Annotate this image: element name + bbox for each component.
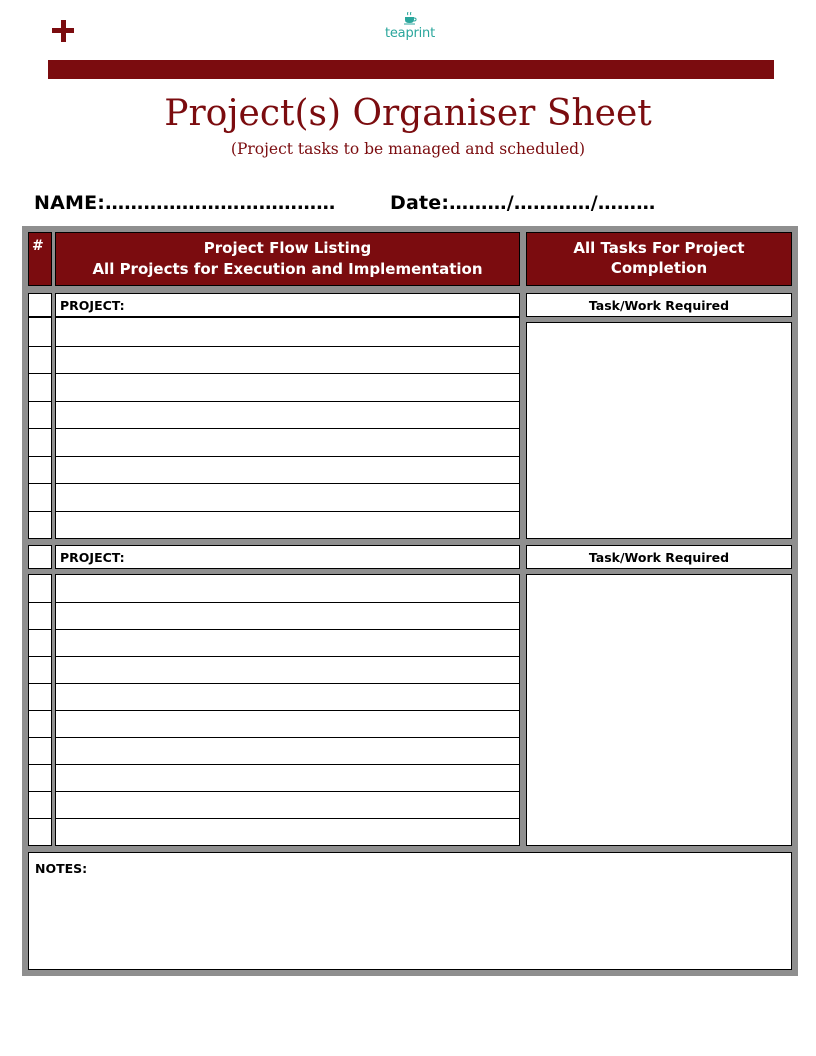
row-divider bbox=[56, 483, 519, 484]
row-divider bbox=[29, 710, 51, 711]
section-2-task-area[interactable] bbox=[526, 574, 792, 846]
teacup-icon bbox=[403, 12, 417, 25]
row-divider bbox=[56, 710, 519, 711]
row-divider bbox=[56, 373, 519, 374]
plus-icon-bar-v bbox=[61, 20, 66, 42]
name-field[interactable]: NAME:……………………………… bbox=[34, 192, 336, 214]
row-divider bbox=[56, 428, 519, 429]
row-divider bbox=[29, 346, 51, 347]
row-divider bbox=[56, 818, 519, 819]
header-flow-line2: All Projects for Execution and Implementation bbox=[92, 260, 483, 278]
row-divider bbox=[56, 401, 519, 402]
section-1-number-column[interactable] bbox=[28, 317, 52, 539]
header-flow-cell bbox=[55, 232, 520, 286]
row-divider bbox=[29, 737, 51, 738]
notes-box[interactable] bbox=[28, 852, 792, 970]
row-divider bbox=[29, 428, 51, 429]
row-divider bbox=[56, 791, 519, 792]
row-divider bbox=[56, 737, 519, 738]
notes-label: NOTES: bbox=[35, 861, 88, 876]
section-2-project-label: PROJECT: bbox=[60, 550, 125, 565]
page-title: Project(s) Organiser Sheet bbox=[164, 93, 652, 134]
section-1-task-area[interactable] bbox=[526, 322, 792, 539]
row-divider bbox=[29, 511, 51, 512]
plus-icon bbox=[50, 18, 76, 44]
row-divider bbox=[56, 456, 519, 457]
row-divider bbox=[29, 818, 51, 819]
section-2-number-column[interactable] bbox=[28, 574, 52, 846]
section-2-project-cell[interactable] bbox=[55, 545, 520, 569]
header-tasks-cell bbox=[526, 232, 792, 286]
row-divider bbox=[29, 764, 51, 765]
header-band bbox=[48, 60, 774, 79]
row-divider bbox=[29, 483, 51, 484]
header-hash-cell bbox=[28, 232, 52, 286]
row-divider bbox=[29, 629, 51, 630]
row-divider bbox=[56, 629, 519, 630]
row-divider bbox=[29, 791, 51, 792]
section-1-rows[interactable] bbox=[55, 317, 520, 539]
section-1-task-label-cell bbox=[526, 293, 792, 317]
row-divider bbox=[29, 602, 51, 603]
row-divider bbox=[29, 373, 51, 374]
section-1-task-label: Task/Work Required bbox=[588, 298, 730, 313]
section-2-task-label-cell bbox=[526, 545, 792, 569]
row-divider bbox=[29, 656, 51, 657]
section-2-hash-label-cell bbox=[28, 545, 52, 569]
row-divider bbox=[29, 401, 51, 402]
organiser-table bbox=[22, 226, 798, 976]
row-divider bbox=[29, 683, 51, 684]
section-2-rows[interactable] bbox=[55, 574, 520, 846]
row-divider bbox=[56, 602, 519, 603]
row-divider bbox=[29, 456, 51, 457]
date-field[interactable]: Date:………/…………/……… bbox=[390, 192, 656, 214]
section-1-project-cell[interactable] bbox=[55, 293, 520, 317]
header-hash: # bbox=[32, 238, 44, 254]
section-2-task-label: Task/Work Required bbox=[588, 550, 730, 565]
page-subtitle: (Project tasks to be managed and scheduled) bbox=[230, 140, 586, 158]
row-divider bbox=[56, 656, 519, 657]
section-1-project-label: PROJECT: bbox=[60, 298, 125, 313]
row-divider bbox=[56, 764, 519, 765]
row-divider bbox=[56, 346, 519, 347]
row-divider bbox=[56, 683, 519, 684]
header-flow-line1: Project Flow Listing bbox=[203, 239, 372, 257]
logo-text: teaprint bbox=[384, 26, 435, 41]
header-tasks: All Tasks For Project Completion bbox=[573, 239, 745, 277]
section-1-hash-label-cell bbox=[28, 293, 52, 317]
row-divider bbox=[56, 511, 519, 512]
